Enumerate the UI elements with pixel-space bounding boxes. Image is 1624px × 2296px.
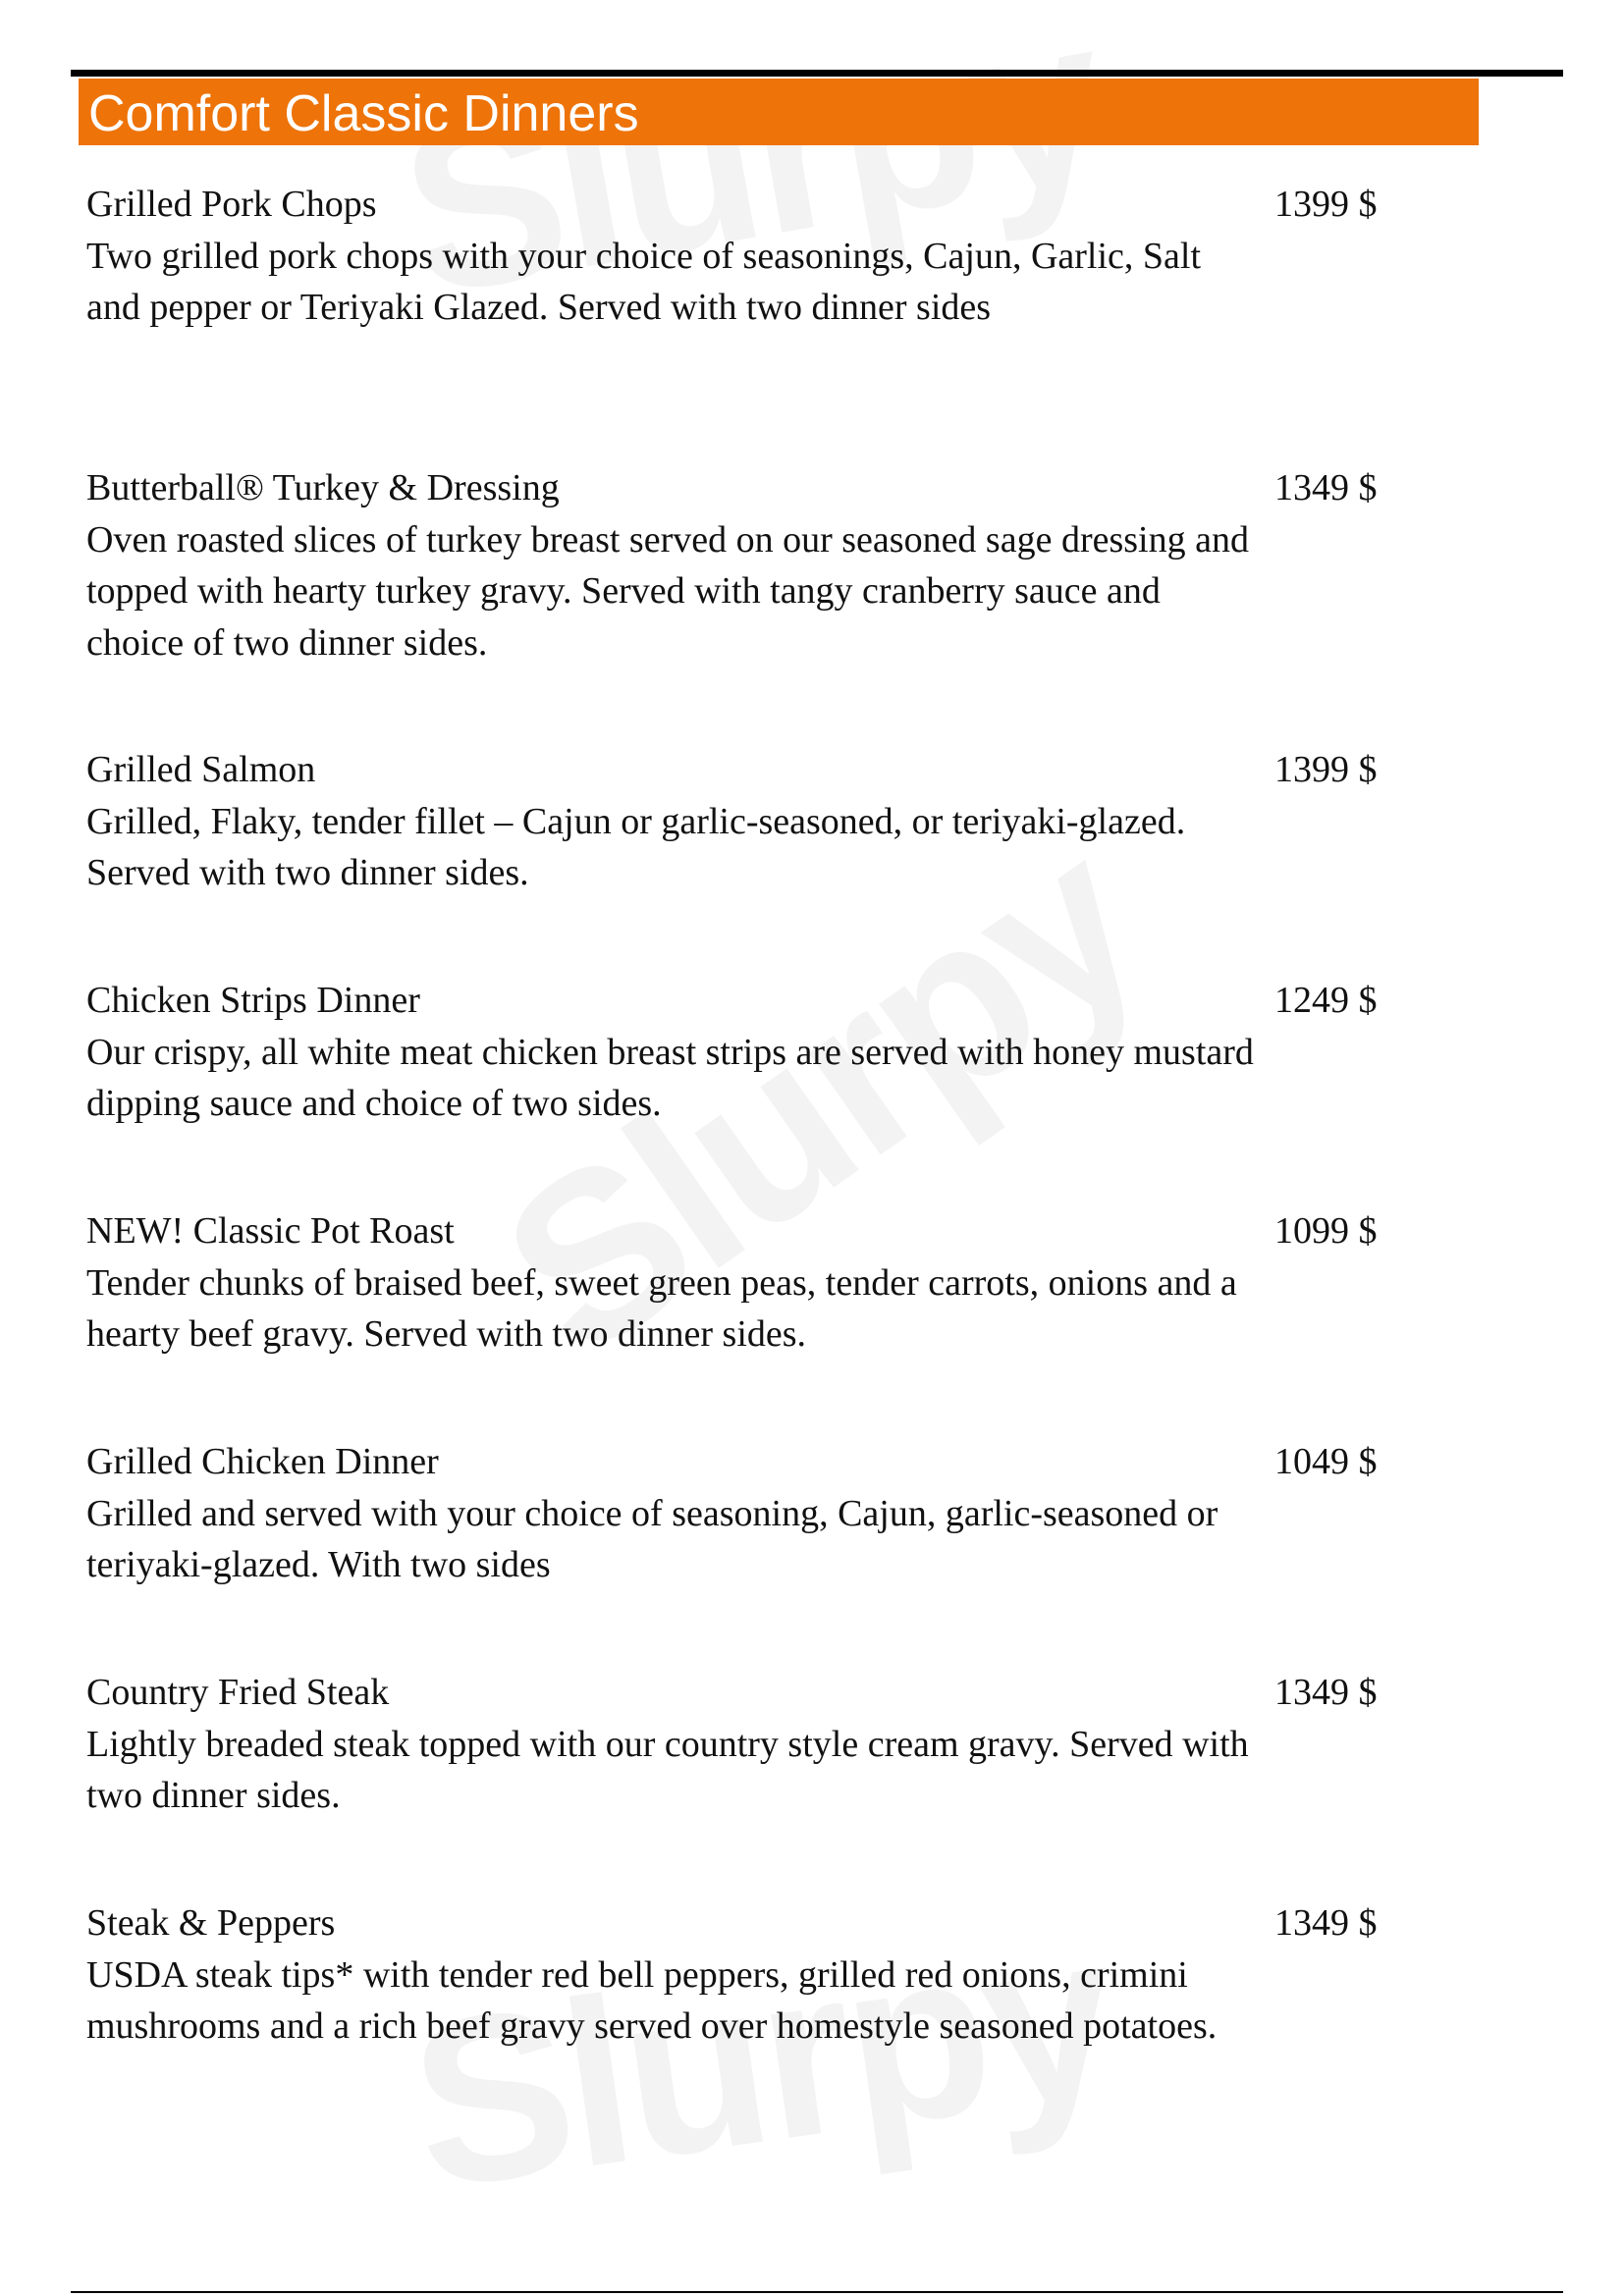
watermark-logo xyxy=(397,1877,1125,2242)
item-description: Lightly breaded steak topped with our country style cream gravy. Served with two dinner sides. xyxy=(86,1723,1249,1816)
item-name: Grilled Pork Chops xyxy=(86,184,377,225)
item-price: 1349 $ xyxy=(1274,1672,1378,1713)
item-description: Grilled, Flaky, tender fillet – Cajun or garlic-seasoned, or teriyaki-glazed. Served with two dinner sides. xyxy=(86,800,1186,893)
item-price: 1249 $ xyxy=(1274,980,1378,1021)
item-price: 1349 $ xyxy=(1274,1902,1378,1944)
item-description: Our crispy, all white meat chicken breast strips are served with honey mustard dipping sauce and choice of two sides. xyxy=(86,1031,1254,1124)
item-price: 1399 $ xyxy=(1274,749,1378,790)
item-price: 1099 $ xyxy=(1274,1210,1378,1252)
item-name: Country Fried Steak xyxy=(86,1672,390,1713)
top-divider xyxy=(71,70,1563,77)
item-name: Chicken Strips Dinner xyxy=(86,980,420,1021)
item-description: Grilled and served with your choice of seasoning, Cajun, garlic-seasoned or teriyaki-glazed. With two sides xyxy=(86,1492,1218,1585)
section-title: Comfort Classic Dinners xyxy=(88,85,639,142)
item-price: 1049 $ xyxy=(1274,1441,1378,1482)
item-description: Tender chunks of braised beef, sweet green peas, tender carrots, onions and a hearty beef gravy. Served with two dinner sides. xyxy=(86,1261,1237,1355)
item-name: Steak & Peppers xyxy=(86,1902,336,1944)
item-name: Butterball® Turkey & Dressing xyxy=(86,467,560,508)
item-name: NEW! Classic Pot Roast xyxy=(86,1210,455,1252)
item-name: Grilled Chicken Dinner xyxy=(86,1441,439,1482)
item-description: USDA steak tips* with tender red bell peppers, grilled red onions, crimini mushrooms and a rich beef gravy served over homestyle seasoned potatoes. xyxy=(86,1953,1218,2047)
item-name: Grilled Salmon xyxy=(86,749,316,790)
item-price: 1399 $ xyxy=(1274,184,1378,225)
section-header xyxy=(79,79,1479,145)
item-description: Two grilled pork chops with your choice of seasonings, Cajun, Garlic, Salt and pepper or Teriyaki Glazed. Served with two dinner sides xyxy=(86,235,1202,328)
item-price: 1349 $ xyxy=(1274,467,1378,508)
item-description: Oven roasted slices of turkey breast served on our seasoned sage dressing and topped with hearty turkey gravy. Served with tangy cranberry sauce and choice of two dinner sides. xyxy=(86,518,1249,664)
bottom-divider xyxy=(71,2291,1563,2293)
